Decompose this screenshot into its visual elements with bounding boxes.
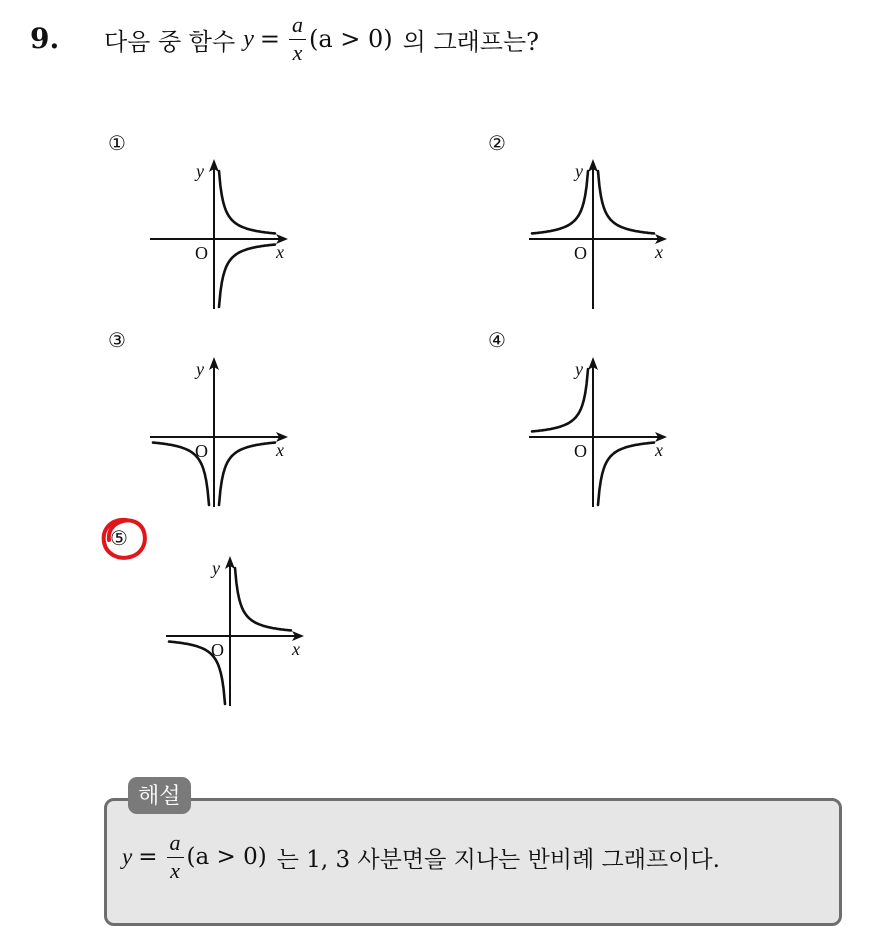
option-3-label[interactable]: ③ [108,328,126,352]
question-fraction [289,14,306,64]
curve-branch-q4 [219,443,275,505]
curve-branch-q1 [235,568,291,630]
solution-fraction-numerator: a [167,832,184,858]
origin-label: O [195,441,208,461]
x-axis-label: x [276,242,284,262]
solution-fraction [167,832,184,882]
option-5-label[interactable]: ⑤ [110,526,128,550]
curve-branch-q1 [598,171,654,233]
x-axis-label: x [276,440,284,460]
solution-condition: (a > 0) [186,844,267,870]
question-text [104,14,539,64]
option-1-label[interactable]: ① [108,131,126,155]
origin-label: O [574,243,587,263]
question-eq: = [259,25,280,53]
curve-branch-q4 [219,245,275,307]
x-axis-label: x [655,440,663,460]
curve-branch-q1 [219,171,275,233]
y-axis-label: y [196,161,204,181]
origin-label: O [195,243,208,263]
fraction-numerator: a [289,14,306,40]
option-4-label[interactable]: ④ [488,328,506,352]
x-axis-label: x [292,639,300,659]
solution-fraction-denominator: x [170,858,180,883]
x-axis-label: x [655,242,663,262]
y-axis-label: y [575,359,583,379]
question-condition: (a > 0) [308,25,393,53]
solution-tag: 해설 [128,777,191,814]
solution-lhs: y [122,844,133,869]
origin-label: O [574,441,587,461]
fraction-denominator: x [292,40,303,65]
solution-eq: = [138,844,158,870]
option-2-label[interactable]: ② [488,131,506,155]
question-prefix: 다음 중 함수 [104,27,236,56]
solution-sentence: 는 1, 3 사분면을 지나는 반비례 그래프이다. [276,846,720,873]
origin-label: O [211,640,224,660]
curve-branch-q4 [598,443,654,505]
question-suffix: 의 그래프는? [402,27,540,56]
solution-text [122,832,720,882]
y-axis-label: y [196,359,204,379]
y-axis-label: y [575,161,583,181]
y-axis-label: y [212,558,220,578]
question-number: 9. [30,22,60,55]
answer-mark-icon [100,516,150,562]
question-lhs: y [243,25,254,52]
